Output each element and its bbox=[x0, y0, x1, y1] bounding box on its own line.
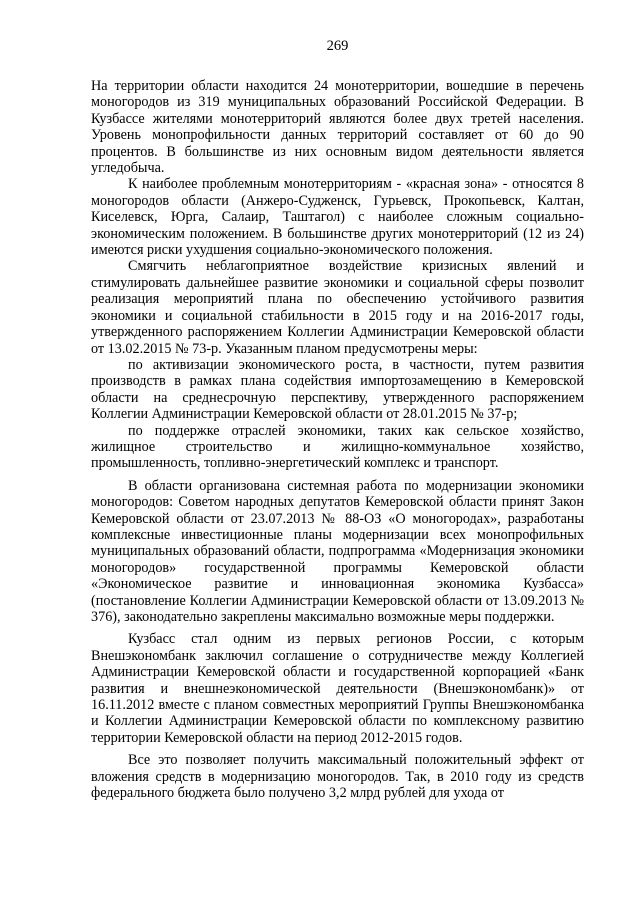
paragraph-stabilization-plan: Смягчить неблагоприятное воздействие кризисных явлений и стимулировать дальнейшее развитие экономики и социальной сферы позволит реализация мероприятий плана по обеспечению устойчивого развития экономики и социальной стабильности в 2015 году и на 2016-2017 годы, утвержденного распоряжением Коллегии Администрации Кемеровской области от 13.02.2015 № 73-р. Указанным планом предусмотрены меры: bbox=[91, 258, 584, 357]
paragraph-investment-effect: Все это позволяет получить максимальный положительный эффект от вложения средств в модернизацию моногородов. Так, в 2010 году из средств федерального бюджета было получено 3,2 млрд рублей для ухода от bbox=[91, 752, 584, 802]
paragraph-veb-agreement: Кузбасс стал одним из первых регионов России, с которым Внешэкономбанк заключил соглашение о сотрудничестве между Коллегией Администрации Кемеровской области и государственной корпорацией «Банк развития и внешнеэкономической деятельности (Внешэкономбанк)» от 16.11.2012 вместе с планом совместных мероприятий Группы Внешэкономбанка и Коллегии Администрации Кемеровской области по комплексному развитию территории Кемеровской области на период 2012-2015 годов. bbox=[91, 631, 584, 746]
paragraph-modernization-work: В области организована системная работа по модернизации экономики моногородов: Советом народных депутатов Кемеровской области принят Закон Кемеровской области от 23.07.2013 № 88-ОЗ «О моногородах», разработаны комплексные инвестиционные планы модернизации всех монопрофильных муниципальных образований области, подпрограмма «Модернизация экономики моногородов» государственной программы Кемеровской области «Экономическое развитие и инновационная экономика Кузбасса» (постановление Коллегии Администрации Кемеровской области от 13.09.2013 № 376), законодательно закреплены максимально возможные меры поддержки. bbox=[91, 477, 584, 625]
paragraph-measure-economic-growth: по активизации экономического роста, в частности, путем развития производств в рамках плана содействия импортозамещению в Кемеровской области на среднесрочную перспективу, утвержденного распоряжением Коллегии Администрации Кемеровской области от 28.01.2015 № 37-р; bbox=[91, 356, 584, 423]
paragraph-monoterritories-overview: На территории области находится 24 монотерритории, вошедшие в перечень моногородов из 319 муниципальных образований Российской Федерации. В Кузбассе жителями монотерриторий являются более двух третей населения. Уровень монопрофильности данных территорий составляет от 60 до 90 процентов. В большинстве из них основным видом деятельности является угледобыча. bbox=[91, 78, 584, 177]
paragraph-red-zone: К наиболее проблемным монотерриториям - «красная зона» - относятся 8 моногородов области (Анжеро-Судженск, Гурьевск, Прокопьевск, Калтан, Киселевск, Юрга, Салаир, Таштагол) с наиболее сложным социально-экономическим положением. В большинстве других монотерриторий (12 из 24) имеются риски ухудшения социально-экономического положения. bbox=[91, 176, 584, 259]
document-body bbox=[91, 78, 584, 801]
page-number: 269 bbox=[326, 38, 349, 54]
paragraph-measure-sector-support: по поддержке отраслей экономики, таких как сельское хозяйство, жилищное строительство и жилищно-коммунальное хозяйство, промышленность, топливно-энергетический комплекс и транспорт. bbox=[91, 422, 584, 472]
